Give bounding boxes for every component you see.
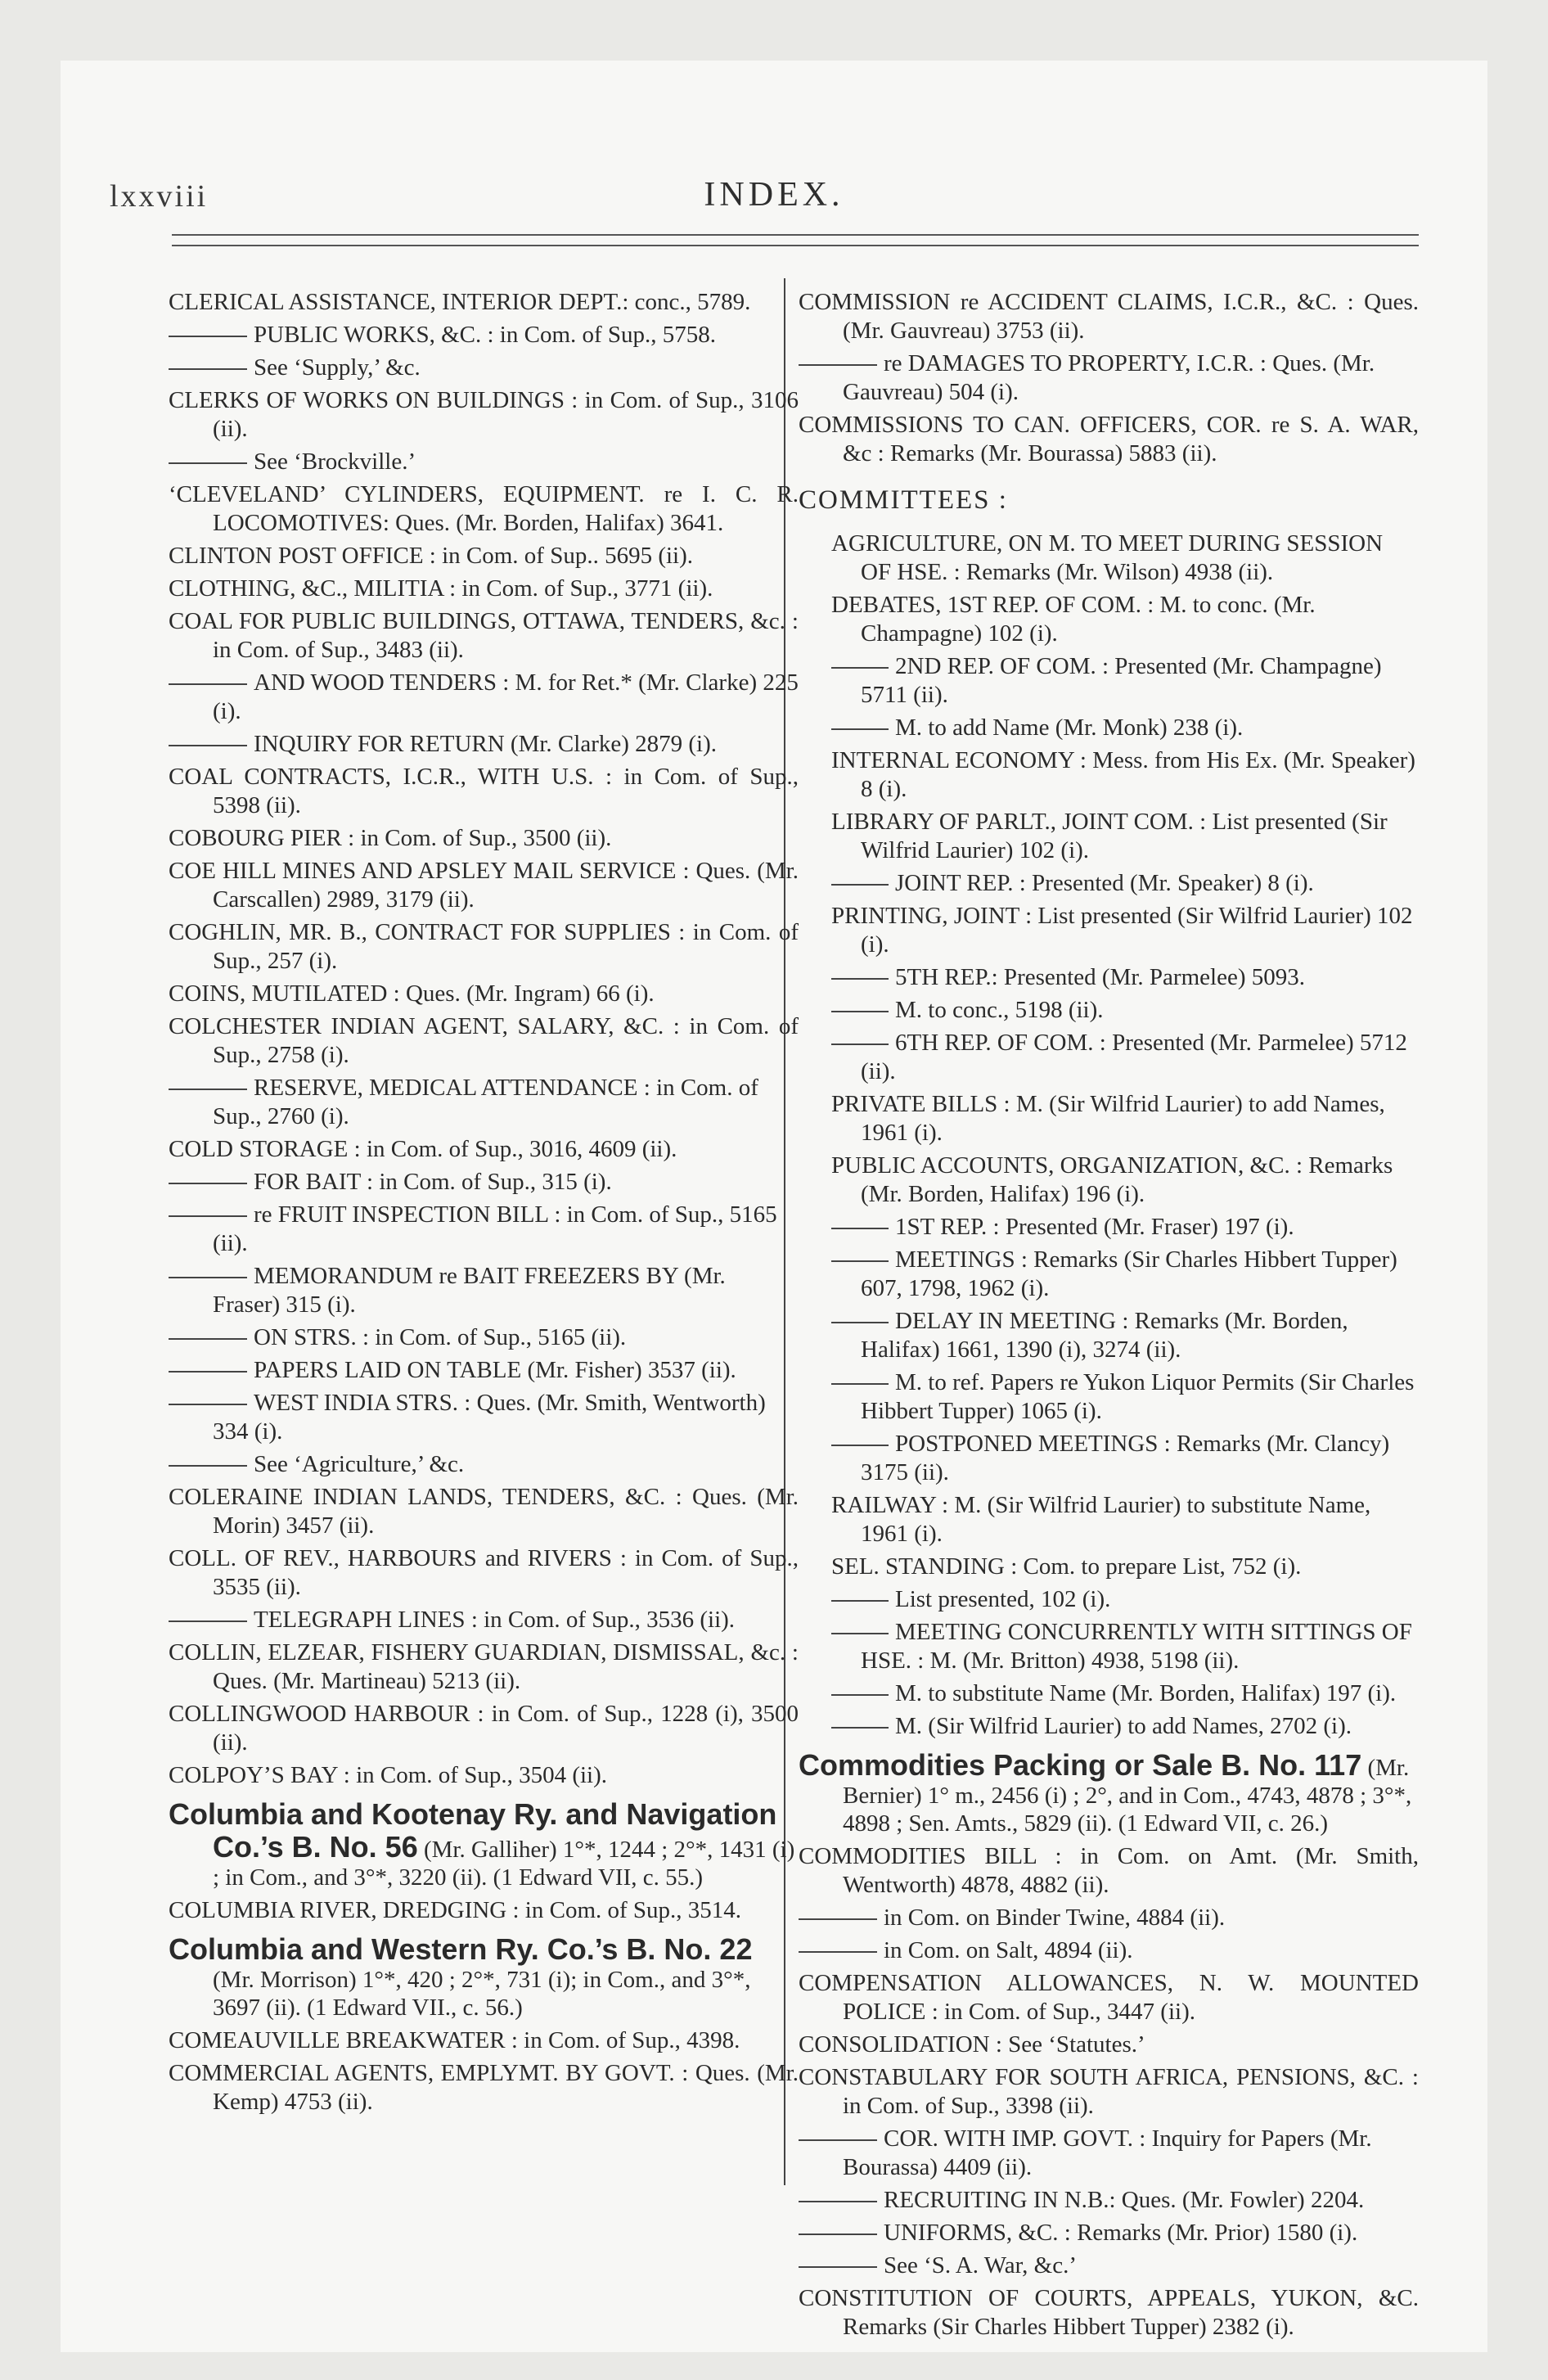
entry-text: COLERAINE INDIAN LANDS, TENDERS, &C. : Ques. (Mr. Morin) 3457 (ii).	[169, 1484, 799, 1539]
entry-text: M. to substitute Name (Mr. Borden, Halifax) 197 (i).	[895, 1680, 1397, 1706]
index-entry	[169, 1896, 799, 1925]
entry-text: See ‘Supply,’ &c.	[254, 354, 421, 381]
ditto-dash	[169, 1089, 247, 1090]
index-entry	[169, 918, 799, 976]
index-entry	[169, 1483, 799, 1540]
index-entry	[799, 411, 1419, 468]
ditto-dash	[831, 1727, 889, 1729]
entry-text: MEMORANDUM re BAIT FREEZERS BY (Mr. Fraser) 315 (i).	[213, 1263, 726, 1318]
entry-text: COAL FOR PUBLIC BUILDINGS, OTTAWA, TENDERS, &c. : in Com. of Sup., 3483 (ii).	[169, 608, 799, 663]
index-entry	[169, 2059, 799, 2116]
entry-text: in Com. on Salt, 4894 (ii).	[884, 1937, 1133, 1963]
bill-entry	[169, 1798, 799, 1891]
entry-text: 5TH REP.: Presented (Mr. Parmelee) 5093.	[895, 964, 1305, 990]
entry-text: in Com. on Binder Twine, 4884 (ii).	[884, 1904, 1226, 1931]
index-entry	[169, 857, 799, 914]
entry-text: See ‘Brockville.’	[254, 449, 416, 475]
entry-text: LIBRARY OF PARLT., JOINT COM. : List presented (Sir Wilfrid Laurier) 102 (i).	[831, 809, 1388, 863]
index-entry	[169, 980, 799, 1008]
entry-text: PAPERS LAID ON TABLE (Mr. Fisher) 3537 (ii).	[254, 1357, 736, 1383]
entry-text: COMMITTEES :	[799, 485, 1008, 515]
entry-text: COE HILL MINES AND APSLEY MAIL SERVICE : Ques. (Mr. Carscallen) 2989, 3179 (ii).	[169, 858, 799, 913]
ditto-dash	[799, 2266, 877, 2268]
right-column	[799, 288, 1419, 2346]
ditto-dash	[831, 1383, 889, 1385]
index-entry	[169, 1700, 799, 1757]
ditto-dash	[799, 1951, 877, 1953]
entry-text: PRIVATE BILLS : M. (Sir Wilfrid Laurier) to add Names, 1961 (i).	[831, 1091, 1385, 1146]
index-sub-entry	[169, 1450, 799, 1479]
committee-entry	[831, 1090, 1419, 1147]
index-entry	[169, 763, 799, 820]
ditto-dash	[169, 683, 247, 685]
entry-text: INTERNAL ECONOMY : Mess. from His Ex. (Mr. Speaker) 8 (i).	[831, 747, 1415, 802]
entry-text: CONSTABULARY FOR SOUTH AFRICA, PENSIONS, &C. : in Com. of Sup., 3398 (ii).	[799, 2064, 1419, 2119]
entry-text: CLERICAL ASSISTANCE, INTERIOR DEPT.: conc., 5789.	[169, 289, 751, 315]
entry-text: COR. WITH IMP. GOVT. : Inquiry for Papers (Mr. Bourassa) 4409 (ii).	[843, 2125, 1372, 2180]
entry-text: re FRUIT INSPECTION BILL : in Com. of Sup., 5165 (ii).	[213, 1201, 777, 1256]
bill-entry	[799, 1749, 1419, 1837]
committee-sub-entry	[831, 1585, 1419, 1614]
entry-text: 6TH REP. OF COM. : Presented (Mr. Parmelee) 5712 (ii).	[861, 1030, 1407, 1084]
ditto-dash	[799, 2234, 877, 2235]
entry-text: (Mr. Morrison) 1°*, 420 ; 2°*, 731 (i); in Com., and 3°*, 3697 (ii). (1 Edward VII., c. 56.)	[213, 1967, 751, 2021]
index-sub-entry	[799, 2219, 1419, 2247]
entry-text: 1ST REP. : Presented (Mr. Fraser) 197 (i).	[895, 1214, 1294, 1240]
entry-text: 2ND REP. OF COM. : Presented (Mr. Champagne) 5711 (ii).	[861, 653, 1382, 708]
entry-text: UNIFORMS, &C. : Remarks (Mr. Prior) 1580 (i).	[884, 2220, 1358, 2246]
entry-text: re DAMAGES TO PROPERTY, I.C.R. : Ques. (Mr. Gauvreau) 504 (i).	[843, 350, 1375, 405]
committee-sub-entry	[831, 1307, 1419, 1364]
committee-sub-entry	[831, 1029, 1419, 1086]
entry-text: (Mr. Galliher) 1°*, 1244 ; 2°*, 1431 (i) ; in Com., and 3°*, 3220 (ii). (1 Edward VII, c. 55.)	[213, 1837, 795, 1891]
entry-text: DELAY IN MEETING : Remarks (Mr. Borden, Halifax) 1661, 1390 (i), 3274 (ii).	[861, 1308, 1348, 1363]
index-sub-entry	[169, 669, 799, 726]
index-entry	[169, 1639, 799, 1696]
entry-text: COMMISSION re ACCIDENT CLAIMS, I.C.R., &C. : Ques. (Mr. Gauvreau) 3753 (ii).	[799, 289, 1419, 344]
ditto-dash	[831, 1011, 889, 1012]
index-sub-entry	[169, 1168, 799, 1197]
entry-text: CONSOLIDATION : See ‘Statutes.’	[799, 2031, 1145, 2058]
entry-text: CONSTITUTION OF COURTS, APPEALS, YUKON, &C. Remarks (Sir Charles Hibbert Tupper) 2382 (i).	[799, 2285, 1419, 2340]
entry-text: M. to conc., 5198 (ii).	[895, 997, 1104, 1023]
index-sub-entry	[169, 1356, 799, 1385]
bill-title: Columbia and Kootenay Ry. and Navigation Co.’s B. No. 56	[169, 1797, 777, 1864]
index-entry	[169, 2026, 799, 2055]
entry-text: COLLINGWOOD HARBOUR : in Com. of Sup., 1228 (i), 3500 (ii).	[169, 1701, 799, 1756]
ditto-dash	[831, 1322, 889, 1323]
ditto-dash	[831, 978, 889, 980]
ditto-dash	[169, 462, 247, 464]
index-sub-entry	[799, 2186, 1419, 2215]
entry-text: PUBLIC ACCOUNTS, ORGANIZATION, &C. : Remarks (Mr. Borden, Halifax) 196 (i).	[831, 1152, 1393, 1207]
committee-entry	[831, 1491, 1419, 1548]
entry-text: ‘CLEVELAND’ CYLINDERS, EQUIPMENT. re I. C. R. LOCOMOTIVES: Ques. (Mr. Borden, Halifax) 3641.	[169, 481, 799, 536]
ditto-dash	[831, 1228, 889, 1229]
entry-text: WEST INDIA STRS. : Ques. (Mr. Smith, Wentworth) 334 (i).	[213, 1390, 766, 1445]
ditto-dash	[169, 1371, 247, 1373]
entry-text: COLL. OF REV., HARBOURS and RIVERS : in Com. of Sup., 3535 (ii).	[169, 1545, 799, 1600]
ditto-dash	[831, 1260, 889, 1262]
entry-text: RECRUITING IN N.B.: Ques. (Mr. Fowler) 2204.	[884, 2187, 1365, 2213]
index-sub-entry	[169, 1262, 799, 1319]
committee-sub-entry	[831, 1712, 1419, 1741]
ditto-dash	[169, 745, 247, 746]
entry-text: INQUIRY FOR RETURN (Mr. Clarke) 2879 (i).	[254, 731, 717, 757]
index-entry	[799, 2284, 1419, 2342]
entry-text: COMMISSIONS TO CAN. OFFICERS, COR. re S. A. WAR, &c : Remarks (Mr. Bourassa) 5883 (ii).	[799, 412, 1419, 467]
entry-text: PUBLIC WORKS, &C. : in Com. of Sup., 5758.	[254, 322, 717, 348]
ditto-dash	[831, 728, 889, 730]
entry-text: RAILWAY : M. (Sir Wilfrid Laurier) to substitute Name, 1961 (i).	[831, 1492, 1371, 1547]
committee-entry	[831, 530, 1419, 587]
entry-text: COINS, MUTILATED : Ques. (Mr. Ingram) 66 (i).	[169, 980, 655, 1007]
committee-sub-entry	[831, 1679, 1419, 1708]
committee-sub-entry	[831, 652, 1419, 710]
entry-text: COLD STORAGE : in Com. of Sup., 3016, 4609 (ii).	[169, 1136, 677, 1162]
index-entry	[799, 2031, 1419, 2059]
index-entry	[799, 2063, 1419, 2121]
index-sub-entry	[169, 1074, 799, 1131]
index-sub-entry	[169, 448, 799, 476]
entry-text: CLOTHING, &C., MILITIA : in Com. of Sup., 3771 (ii).	[169, 575, 713, 602]
bill-entry	[169, 1933, 799, 2022]
index-sub-entry	[799, 2125, 1419, 2182]
ditto-dash	[169, 1183, 247, 1184]
ditto-dash	[169, 336, 247, 337]
ditto-dash	[169, 1215, 247, 1217]
ditto-dash	[799, 2139, 877, 2141]
ditto-dash	[169, 1277, 247, 1278]
committee-sub-entry	[831, 996, 1419, 1025]
header-double-rule	[172, 234, 1419, 246]
index-entry	[169, 386, 799, 444]
ditto-dash	[799, 1918, 877, 1920]
bill-title: Columbia and Western Ry. Co.’s B. No. 22	[169, 1932, 753, 1966]
page-title: INDEX.	[704, 176, 844, 214]
entry-text: AGRICULTURE, ON M. TO MEET DURING SESSION OF HSE. : Remarks (Mr. Wilson) 4938 (ii).	[831, 530, 1384, 585]
ditto-dash	[169, 1338, 247, 1340]
ditto-dash	[169, 1620, 247, 1622]
entry-text: TELEGRAPH LINES : in Com. of Sup., 3536 (ii).	[254, 1607, 736, 1633]
entry-text: ON STRS. : in Com. of Sup., 5165 (ii).	[254, 1324, 627, 1350]
entry-text: FOR BAIT : in Com. of Sup., 315 (i).	[254, 1169, 612, 1195]
entry-text: COGHLIN, MR. B., CONTRACT FOR SUPPLIES : in Com. of Sup., 257 (i).	[169, 919, 799, 974]
index-entry	[799, 288, 1419, 345]
index-entry	[169, 1135, 799, 1164]
entry-text: M. to add Name (Mr. Monk) 238 (i).	[895, 714, 1244, 741]
entry-text: COLUMBIA RIVER, DREDGING : in Com. of Sup., 3514.	[169, 1897, 742, 1923]
index-sub-entry	[169, 730, 799, 759]
entry-text: PRINTING, JOINT : List presented (Sir Wilfrid Laurier) 102 (i).	[831, 903, 1413, 958]
entry-text: COLLIN, ELZEAR, FISHERY GUARDIAN, DISMISSAL, &c. : Ques. (Mr. Martineau) 5213 (ii).	[169, 1639, 799, 1694]
index-sub-entry	[169, 1606, 799, 1634]
index-entry	[799, 1969, 1419, 2026]
index-entry	[169, 480, 799, 538]
entry-text: POSTPONED MEETINGS : Remarks (Mr. Clancy) 3175 (ii).	[861, 1431, 1390, 1485]
ditto-dash	[831, 1633, 889, 1634]
entry-text: COLPOY’S BAY : in Com. of Sup., 3504 (ii).	[169, 1762, 608, 1788]
entry-text: COAL CONTRACTS, I.C.R., WITH U.S. : in Com. of Sup., 5398 (ii).	[169, 764, 799, 818]
entry-text: DEBATES, 1ST REP. OF COM. : M. to conc. (Mr. Champagne) 102 (i).	[831, 592, 1316, 647]
left-column	[169, 288, 799, 2121]
entry-text: COMMERCIAL AGENTS, EMPLYMT. BY GOVT. : Ques. (Mr. Kemp) 4753 (ii).	[169, 2060, 799, 2115]
entry-text: AND WOOD TENDERS : M. for Ret.* (Mr. Clarke) 225 (i).	[213, 669, 799, 724]
ditto-dash	[831, 1694, 889, 1696]
entry-text: (Mr. Bernier) 1° m., 2456 (i) ; 2°, and in Com., 4743, 4878 ; 3°*, 4898 ; Sen. Amts., 5829 (ii). (1 Edward VII, c. 26.)	[843, 1755, 1412, 1837]
entry-text: M. (Sir Wilfrid Laurier) to add Names, 2702 (i).	[895, 1713, 1352, 1739]
committee-entry	[831, 746, 1419, 804]
entry-text: CLINTON POST OFFICE : in Com. of Sup.. 5695 (ii).	[169, 543, 694, 569]
entry-text: MEETING CONCURRENTLY WITH SITTINGS OF HSE. : M. (Mr. Britton) 4938, 5198 (ii).	[861, 1619, 1412, 1674]
index-sub-entry	[799, 2252, 1419, 2280]
index-entry	[169, 1544, 799, 1602]
index-sub-entry	[169, 1201, 799, 1258]
entry-text: COMMODITIES BILL : in Com. on Amt. (Mr. Smith, Wentworth) 4878, 4882 (ii).	[799, 1843, 1419, 1898]
section-heading	[799, 486, 1419, 515]
entry-text: COMEAUVILLE BREAKWATER : in Com. of Sup., 4398.	[169, 2027, 740, 2053]
entry-text: COBOURG PIER : in Com. of Sup., 3500 (ii).	[169, 825, 612, 851]
committee-sub-entry	[831, 1430, 1419, 1487]
entry-text: List presented, 102 (i).	[895, 1586, 1111, 1612]
index-entry	[799, 1842, 1419, 1900]
index-sub-entry	[169, 1323, 799, 1352]
index-sub-entry	[799, 349, 1419, 407]
ditto-dash	[831, 884, 889, 886]
index-entry	[169, 542, 799, 570]
index-sub-entry	[169, 321, 799, 349]
index-entry	[169, 1012, 799, 1070]
entry-text: RESERVE, MEDICAL ATTENDANCE : in Com. of Sup., 2760 (i).	[213, 1075, 758, 1129]
committee-sub-entry	[831, 869, 1419, 898]
index-sub-entry	[799, 1904, 1419, 1932]
index-sub-entry	[169, 1389, 799, 1446]
committee-entry	[831, 902, 1419, 959]
ditto-dash	[169, 1404, 247, 1405]
entry-text: CLERKS OF WORKS ON BUILDINGS : in Com. of Sup., 3106 (ii).	[169, 387, 799, 442]
ditto-dash	[831, 1445, 889, 1446]
ditto-dash	[831, 1600, 889, 1602]
index-entry	[169, 607, 799, 665]
ditto-dash	[799, 364, 877, 366]
ditto-dash	[169, 368, 247, 370]
entry-text: M. to ref. Papers re Yukon Liquor Permits (Sir Charles Hibbert Tupper) 1065 (i).	[861, 1369, 1415, 1424]
committee-sub-entry	[831, 1246, 1419, 1303]
committee-entry	[831, 808, 1419, 865]
entry-text: See ‘S. A. War, &c.’	[884, 2252, 1077, 2279]
entry-text: See ‘Agriculture,’ &c.	[254, 1451, 465, 1477]
entry-text: JOINT REP. : Presented (Mr. Speaker) 8 (i).	[895, 870, 1314, 896]
committee-entry	[831, 1152, 1419, 1209]
committee-sub-entry	[831, 1368, 1419, 1426]
bill-title: Commodities Packing or Sale B. No. 117	[799, 1748, 1362, 1782]
index-entry	[169, 1761, 799, 1790]
committee-entry	[831, 591, 1419, 648]
index-entry	[169, 575, 799, 603]
entry-text: COMPENSATION ALLOWANCES, N. W. MOUNTED POLICE : in Com. of Sup., 3447 (ii).	[799, 1970, 1419, 2025]
entry-text: COLCHESTER INDIAN AGENT, SALARY, &C. : in Com. of Sup., 2758 (i).	[169, 1013, 799, 1068]
index-entry	[169, 288, 799, 317]
entry-text: SEL. STANDING : Com. to prepare List, 752 (i).	[831, 1553, 1302, 1580]
page-number: lxxviii	[110, 179, 209, 214]
index-entry	[169, 824, 799, 853]
committee-sub-entry	[831, 714, 1419, 742]
ditto-dash	[831, 1044, 889, 1045]
committee-sub-entry	[831, 1213, 1419, 1242]
entry-text: MEETINGS : Remarks (Sir Charles Hibbert Tupper) 607, 1798, 1962 (i).	[861, 1246, 1397, 1301]
index-sub-entry	[169, 354, 799, 382]
ditto-dash	[799, 2201, 877, 2202]
committee-sub-entry	[831, 1618, 1419, 1675]
committee-entry	[831, 1553, 1419, 1581]
ditto-dash	[169, 1465, 247, 1467]
index-sub-entry	[799, 1936, 1419, 1965]
ditto-dash	[831, 667, 889, 669]
committee-sub-entry	[831, 963, 1419, 992]
